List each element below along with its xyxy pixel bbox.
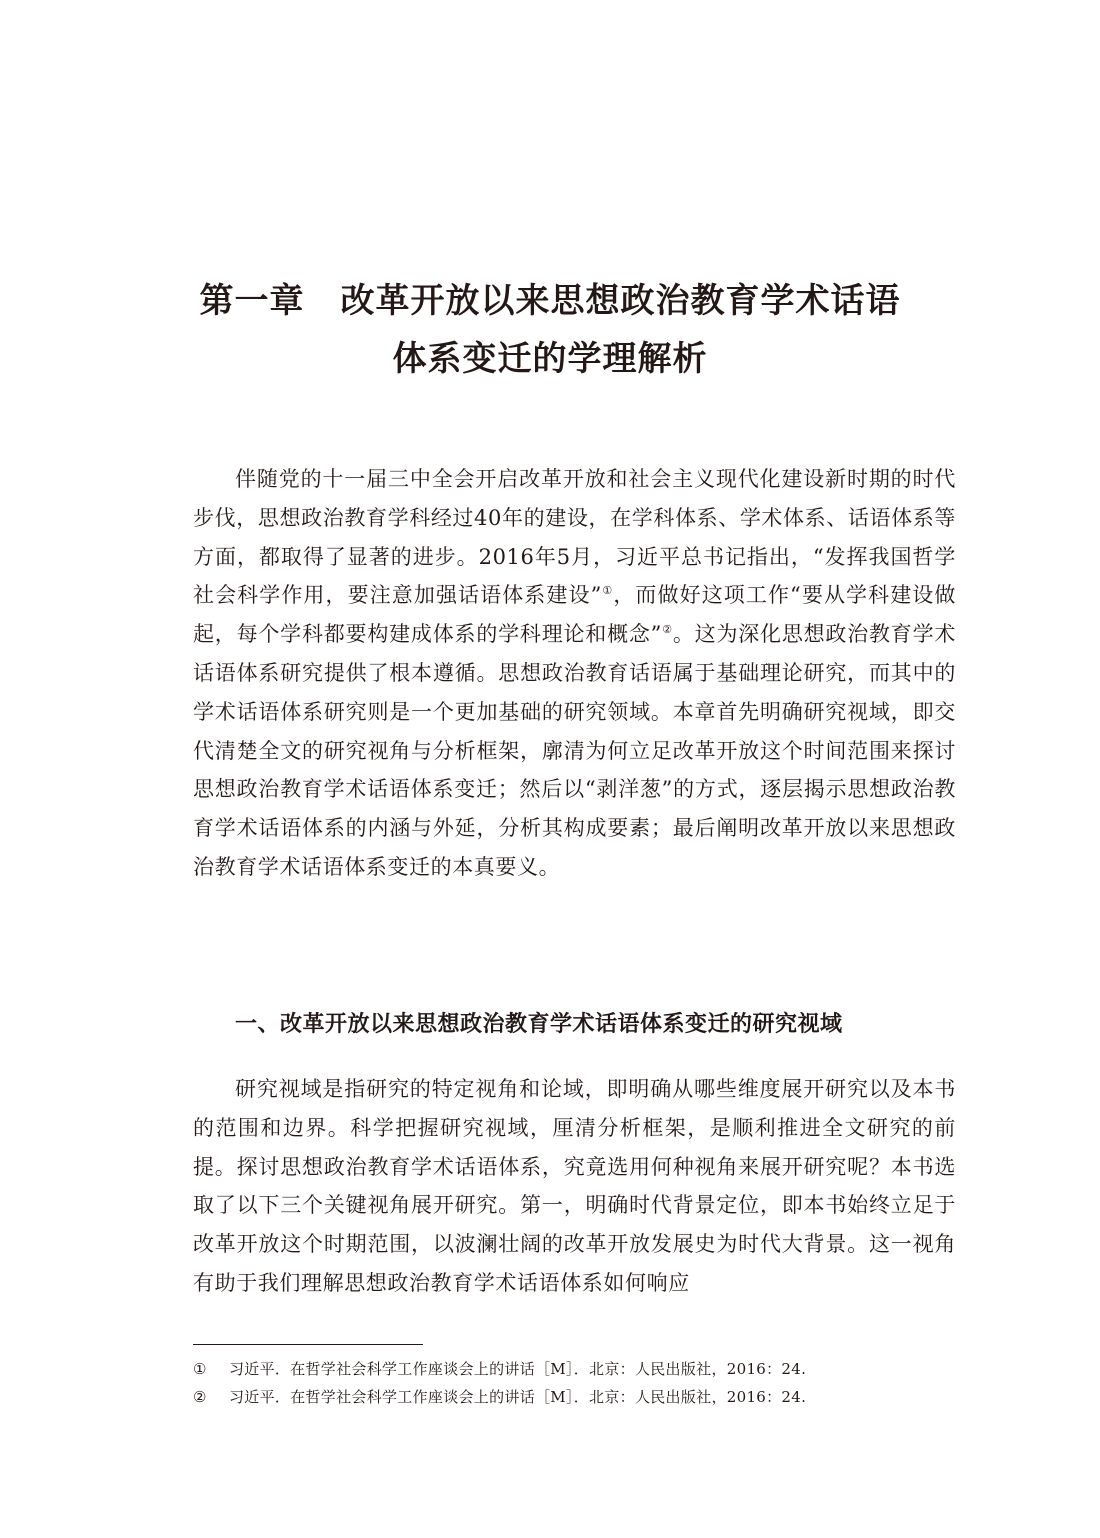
- intro-text-part-1: 伴随党的十一届三中全会开启改革开放和社会主义现代化建设新时期的时代步伐，思想政治教育学科经过40年的建设，在学科体系、学术体系、话语体系等方面，都取得了显著的进步。2016年5月，习近平总书记指出，“发挥我国哲学社会科学作用，要注意加强话语体系建设”: [193, 467, 956, 608]
- footnote-mark: ②: [193, 1388, 207, 1406]
- section-paragraph: 研究视域是指研究的特定视角和论域，即明确从哪些维度展开研究以及本书的范围和边界。科学把握研究视域，厘清分析框架，是顺利推进全文研究的前提。探讨思想政治教育学术话语体系，究竟选用何种视角来展开研究呢？本书选取了以下三个关键视角展开研究。第一，明确时代背景定位，即本书始终立足于改革开放这个时期范围，以波澜壮阔的改革开放发展史为时代大背景。这一视角有助于我们理解思想政治教育学术话语体系如何响应: [193, 1077, 956, 1295]
- intro-text-part-2: ，而做好这项工作“要从学科建设做起，每个学科都要构建成体系的学科理论和概念”: [193, 583, 956, 647]
- footnote-text: 习近平．在哲学社会科学工作座谈会上的讲话［M］．北京：人民出版社，2016：24.: [229, 1360, 807, 1378]
- footnote-item: [193, 1383, 956, 1411]
- footnote-divider: [193, 1344, 423, 1345]
- footnote-text: 习近平．在哲学社会科学工作座谈会上的讲话［M］．北京：人民出版社，2016：24.: [229, 1388, 807, 1406]
- footnote-mark: ①: [193, 1360, 207, 1378]
- intro-text-part-3: 。这为深化思想政治教育学术话语体系研究提供了根本遵循。思想政治教育话语属于基础理论研究，而其中的学术话语体系研究则是一个更加基础的研究领域。本章首先明确研究视域，即交代清楚全文的研究视角与分析框架，廓清为何立足改革开放这个时间范围来探讨思想政治教育学术话语体系变迁；然后以“剥洋葱”的方式，逐层揭示思想政治教育学术话语体系的内涵与外延，分析其构成要素；最后阐明改革开放以来思想政治教育学术话语体系变迁的本真要义。: [193, 622, 956, 879]
- intro-paragraph: [193, 460, 956, 887]
- chapter-number: 第一章: [199, 281, 305, 321]
- chapter-title-line-1: [150, 272, 950, 330]
- footnote-item: [193, 1355, 956, 1383]
- footnote-ref-2[interactable]: ②: [662, 623, 673, 637]
- section-heading: 一、改革开放以来思想政治教育学术话语体系变迁的研究视域: [235, 1012, 843, 1037]
- chapter-title-line-2: [150, 330, 950, 388]
- footnotes-list: [193, 1355, 956, 1411]
- footnote-ref-1[interactable]: ①: [601, 584, 614, 598]
- chapter-title-text-2: 体系变迁的学理解析: [392, 339, 708, 379]
- chapter-title-text-1: 改革开放以来思想政治教育学术话语: [340, 281, 901, 321]
